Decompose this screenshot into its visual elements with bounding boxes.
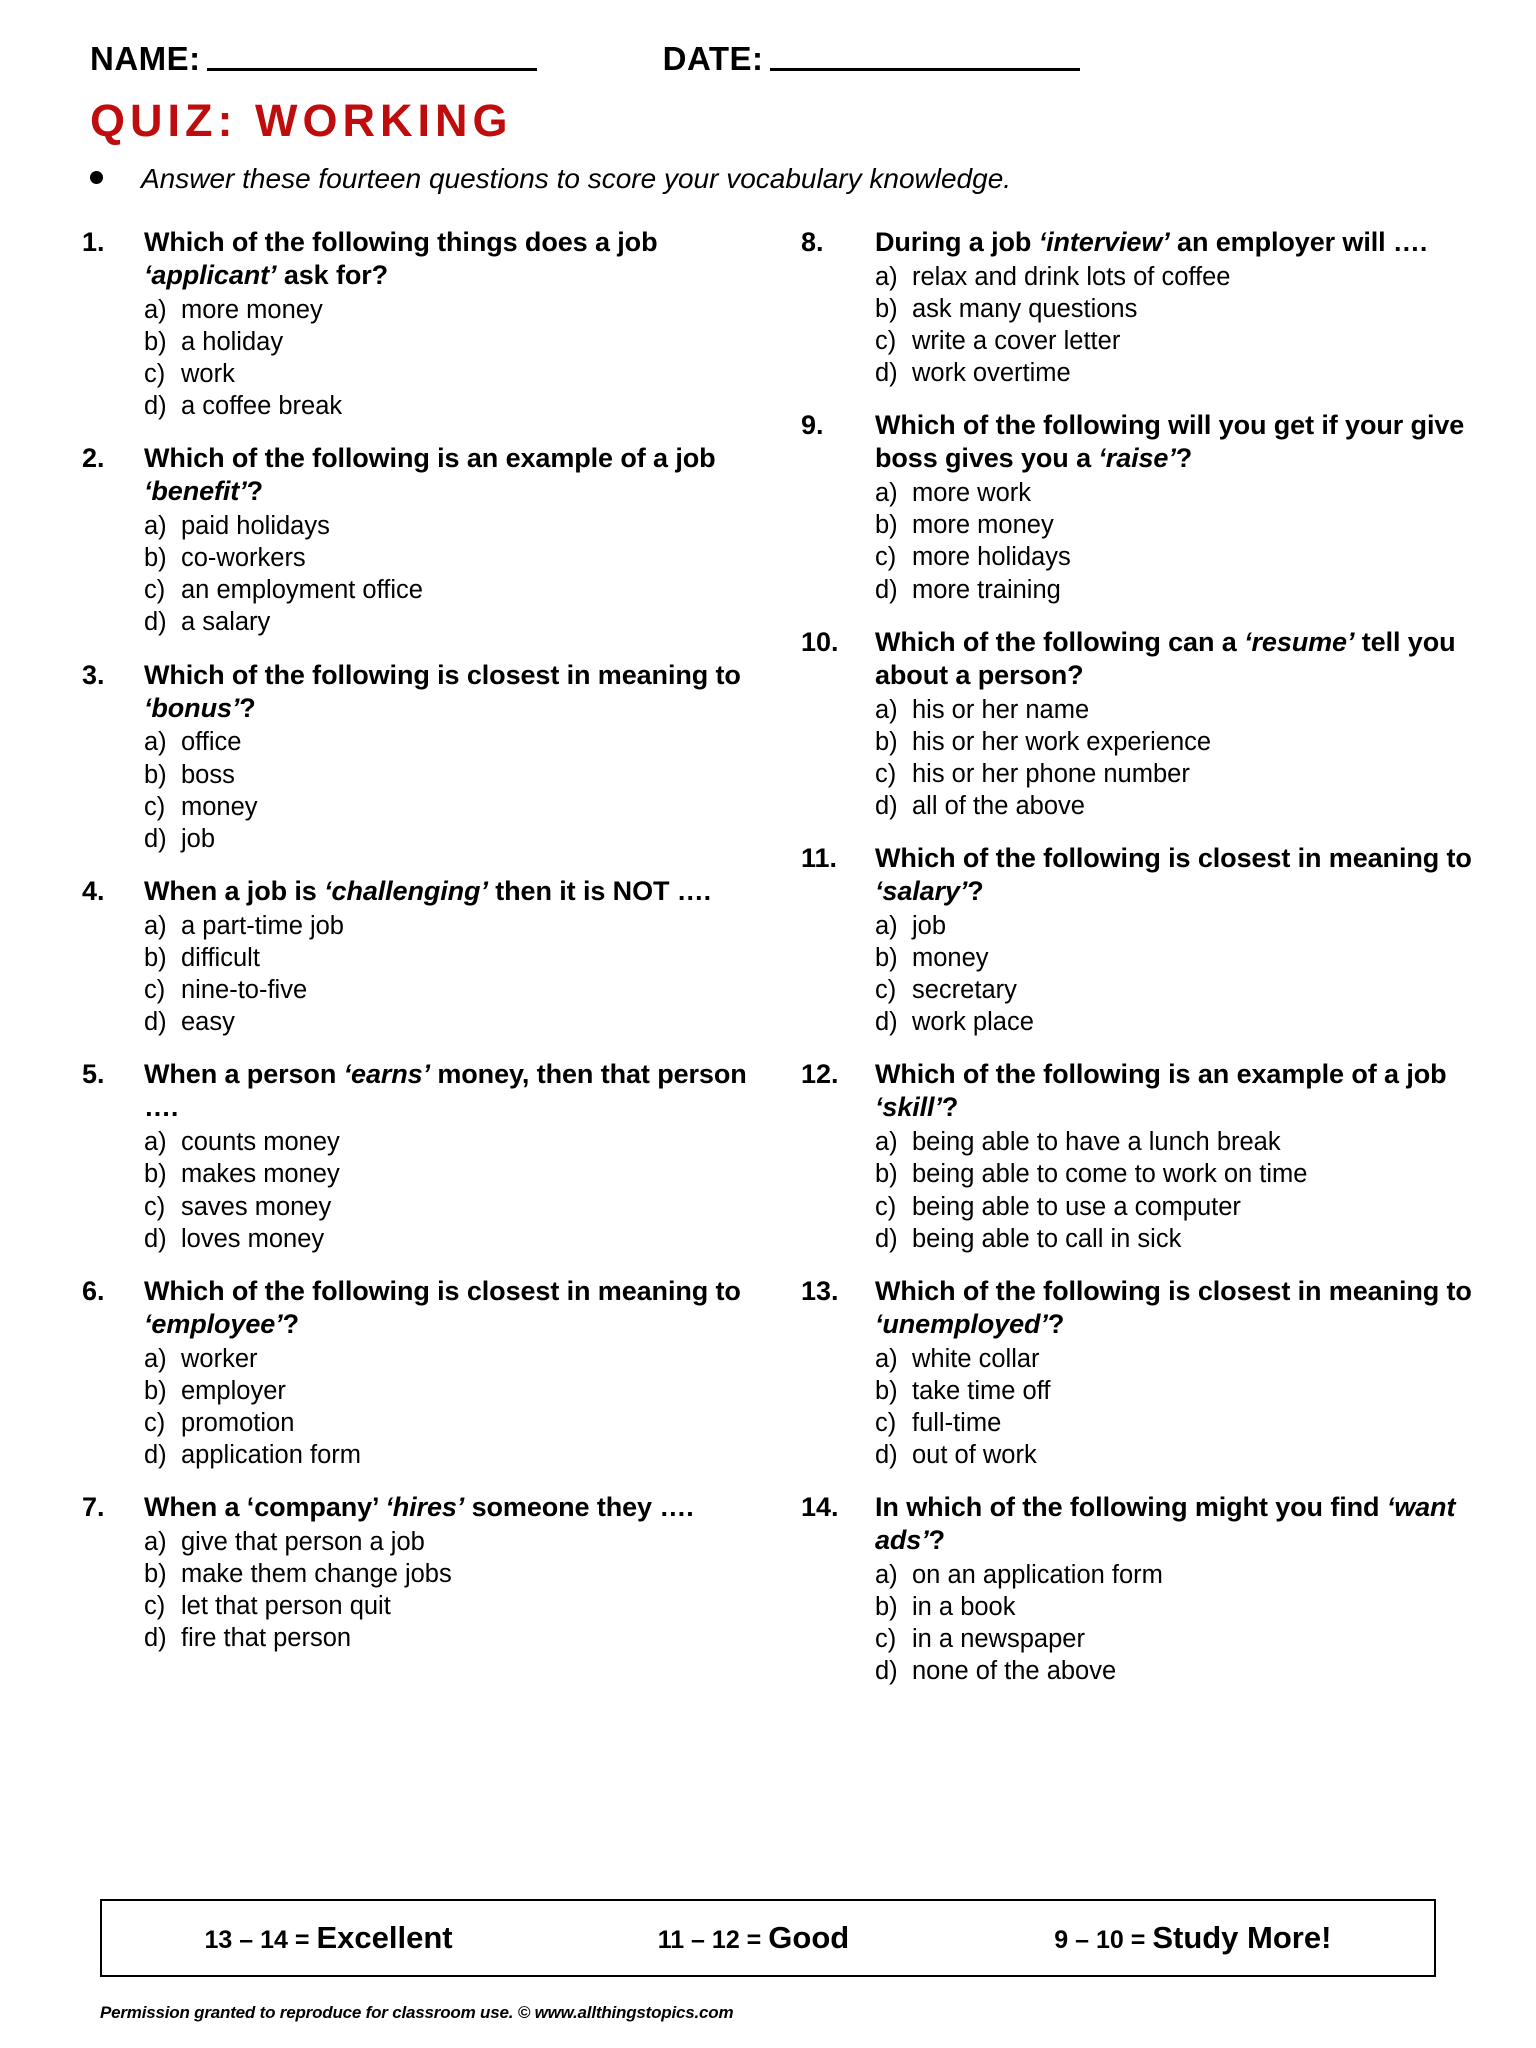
answer-option[interactable] [144, 1439, 779, 1471]
answer-options [144, 1343, 779, 1472]
option-letter: d) [144, 1624, 167, 1653]
answer-option[interactable] [875, 1623, 1476, 1655]
question-number: 13. [801, 1275, 839, 1306]
option-text: full-time [912, 1408, 1002, 1437]
bullet-icon [90, 171, 103, 184]
question-number: 6. [82, 1275, 105, 1306]
answer-option[interactable] [144, 1407, 779, 1439]
option-text: a part-time job [181, 911, 344, 940]
answer-option[interactable] [144, 1126, 779, 1158]
score-key-item [658, 1920, 850, 1956]
option-letter: a) [875, 1344, 898, 1373]
question-number: 14. [801, 1492, 839, 1523]
option-text: job [181, 824, 216, 853]
option-letter: c) [144, 576, 166, 605]
score-range: 11 – 12 = [657, 1926, 762, 1954]
option-letter: b) [144, 327, 167, 356]
option-letter: b) [144, 1160, 167, 1189]
page-title: QUIZ: WORKING [90, 95, 513, 146]
question-stem: When a ‘company’ ‘hires’ someone they …. [144, 1492, 694, 1523]
question-item [82, 875, 779, 1038]
questions-column-right [779, 226, 1476, 1708]
option-letter: b) [144, 760, 167, 789]
answer-options [875, 1559, 1476, 1688]
option-letter: a) [875, 695, 898, 724]
option-letter: d) [144, 392, 167, 421]
option-text: makes money [181, 1160, 340, 1189]
answer-option[interactable] [144, 390, 779, 422]
option-text: nine-to-five [181, 976, 308, 1005]
question-item [82, 1058, 779, 1254]
question-stem: Which of the following can a ‘resume’ tell you about a person? [875, 626, 1456, 690]
option-text: being able to use a computer [912, 1192, 1241, 1221]
option-letter: c) [875, 543, 897, 572]
answer-options [144, 726, 779, 855]
answer-option[interactable] [144, 1158, 779, 1190]
answer-option[interactable] [875, 325, 1476, 357]
option-text: secretary [912, 976, 1017, 1005]
option-text: all of the above [912, 791, 1085, 820]
footer-credit: Permission granted to reproduce for classroom use. © www.allthingstopics.com [100, 2003, 734, 2022]
score-key-box [100, 1899, 1436, 1977]
option-text: employer [181, 1376, 286, 1405]
option-letter: a) [144, 1528, 167, 1557]
answer-option[interactable] [875, 1126, 1476, 1158]
answer-options [144, 294, 779, 423]
question-body [144, 1058, 779, 1254]
question-item [801, 1275, 1476, 1471]
answer-option[interactable] [144, 510, 779, 542]
question-body [875, 1275, 1476, 1471]
option-letter: c) [144, 1408, 166, 1437]
option-text: a holiday [181, 327, 284, 356]
option-letter: d) [875, 359, 898, 388]
option-letter: b) [875, 944, 898, 973]
option-text: job [912, 911, 947, 940]
question-number: 3. [82, 659, 105, 690]
option-letter: b) [875, 1376, 898, 1405]
answer-option[interactable] [875, 974, 1476, 1006]
option-letter: a) [875, 911, 898, 940]
question-item [801, 626, 1476, 822]
score-key-item [1054, 1920, 1331, 1956]
option-text: fire that person [181, 1624, 352, 1653]
question-number: 8. [801, 226, 824, 257]
option-text: being able to have a lunch break [912, 1128, 1281, 1157]
score-range: 9 – 10 = [1054, 1926, 1146, 1954]
option-text: easy [181, 1008, 235, 1037]
answer-options [144, 1126, 779, 1255]
option-letter: c) [144, 792, 166, 821]
answer-option[interactable] [875, 1191, 1476, 1223]
answer-option[interactable] [144, 1343, 779, 1375]
answer-option[interactable] [875, 293, 1476, 325]
question-number: 11. [801, 843, 838, 874]
option-text: work overtime [912, 359, 1071, 388]
option-letter: c) [875, 759, 897, 788]
name-date-header [60, 0, 1476, 75]
answer-option[interactable] [875, 1006, 1476, 1038]
option-text: make them change jobs [181, 1560, 452, 1589]
option-letter: b) [875, 1160, 898, 1189]
questions-area [60, 226, 1476, 1708]
option-letter: c) [875, 976, 897, 1005]
answer-option[interactable] [875, 1655, 1476, 1687]
option-text: work [181, 359, 235, 388]
answer-option[interactable] [144, 910, 779, 942]
answer-option[interactable] [875, 942, 1476, 974]
question-number: 5. [82, 1059, 105, 1090]
question-item [82, 442, 779, 638]
option-text: work place [912, 1008, 1034, 1037]
answer-options [875, 1126, 1476, 1255]
date-write-line[interactable] [770, 68, 1080, 71]
answer-option[interactable] [144, 1223, 779, 1255]
question-body [144, 659, 779, 855]
option-text: out of work [912, 1441, 1037, 1470]
question-stem: Which of the following is closest in meaning to ‘employee’? [144, 1275, 741, 1339]
question-stem: Which of the following is closest in meaning to ‘bonus’? [144, 659, 741, 723]
answer-option[interactable] [875, 357, 1476, 389]
name-write-line[interactable] [207, 68, 537, 71]
answer-option[interactable] [875, 509, 1476, 541]
score-label: Excellent [316, 1920, 453, 1955]
option-text: in a newspaper [912, 1625, 1085, 1654]
option-text: more work [912, 479, 1032, 508]
question-stem: When a person ‘earns’ money, then that person …. [144, 1059, 747, 1123]
option-letter: d) [144, 1008, 167, 1037]
option-text: a salary [181, 608, 271, 637]
option-text: more money [181, 295, 323, 324]
question-number: 12. [801, 1059, 839, 1090]
option-letter: a) [144, 728, 167, 757]
option-text: ask many questions [912, 294, 1138, 323]
option-letter: d) [875, 1441, 898, 1470]
question-number: 10. [801, 626, 839, 657]
answer-option[interactable] [144, 574, 779, 606]
question-stem: During a job ‘interview’ an employer will …. [875, 226, 1428, 257]
answer-option[interactable] [144, 1558, 779, 1590]
answer-option[interactable] [875, 477, 1476, 509]
option-text: paid holidays [181, 512, 330, 541]
option-letter: d) [875, 791, 898, 820]
answer-option[interactable] [144, 974, 779, 1006]
answer-option[interactable] [144, 1191, 779, 1223]
question-body [144, 442, 779, 638]
answer-options [875, 261, 1476, 390]
answer-option[interactable] [144, 358, 779, 390]
option-text: co-workers [181, 544, 306, 573]
option-text: on an application form [912, 1561, 1163, 1590]
answer-option[interactable] [875, 1407, 1476, 1439]
question-item [801, 409, 1476, 605]
answer-option[interactable] [875, 1223, 1476, 1255]
option-letter: a) [144, 911, 167, 940]
answer-option[interactable] [144, 1622, 779, 1654]
option-text: counts money [181, 1128, 340, 1157]
option-letter: a) [875, 262, 898, 291]
question-body [875, 1491, 1476, 1687]
option-text: his or her work experience [912, 727, 1212, 756]
option-text: give that person a job [181, 1528, 425, 1557]
option-letter: d) [144, 608, 167, 637]
question-number: 4. [82, 875, 105, 906]
question-item [82, 1491, 779, 1654]
option-text: money [912, 944, 989, 973]
answer-option[interactable] [144, 726, 779, 758]
option-letter: d) [875, 575, 898, 604]
answer-option[interactable] [144, 1526, 779, 1558]
answer-option[interactable] [875, 910, 1476, 942]
question-stem: Which of the following is closest in meaning to ‘salary’? [875, 843, 1472, 906]
option-text: difficult [181, 944, 260, 973]
question-number: 2. [82, 443, 105, 474]
answer-options [875, 910, 1476, 1039]
answer-option[interactable] [875, 694, 1476, 726]
questions-column-left [82, 226, 779, 1708]
option-text: boss [181, 760, 235, 789]
option-letter: b) [875, 511, 898, 540]
answer-option[interactable] [144, 823, 779, 855]
score-label: Study More! [1152, 1920, 1332, 1955]
answer-option[interactable] [144, 1375, 779, 1407]
option-letter: c) [875, 1625, 897, 1654]
option-letter: d) [144, 1441, 167, 1470]
option-text: saves money [181, 1192, 332, 1221]
question-number: 9. [801, 410, 824, 441]
question-stem: Which of the following is closest in meaning to ‘unemployed’? [875, 1275, 1472, 1339]
answer-options [875, 694, 1476, 823]
option-letter: b) [875, 727, 898, 756]
answer-options [144, 1526, 779, 1655]
question-body [875, 1058, 1476, 1254]
answer-option[interactable] [144, 1590, 779, 1622]
option-letter: a) [875, 1128, 898, 1157]
question-item [82, 659, 779, 855]
option-text: relax and drink lots of coffee [912, 262, 1231, 291]
option-letter: b) [144, 1376, 167, 1405]
date-label: DATE: [662, 40, 764, 77]
question-body [144, 1491, 779, 1654]
option-text: none of the above [912, 1657, 1117, 1686]
question-body [875, 226, 1476, 389]
answer-option[interactable] [875, 541, 1476, 573]
answer-option[interactable] [875, 758, 1476, 790]
question-stem: Which of the following will you get if your give boss gives you a ‘raise’? [875, 410, 1465, 474]
option-letter: b) [144, 944, 167, 973]
score-label: Good [768, 1920, 850, 1955]
option-text: being able to call in sick [912, 1224, 1182, 1253]
option-letter: a) [144, 1344, 167, 1373]
option-text: a coffee break [181, 392, 343, 421]
option-letter: c) [144, 1192, 166, 1221]
answer-option[interactable] [875, 1375, 1476, 1407]
option-text: more holidays [912, 543, 1071, 572]
date-block [663, 42, 1080, 75]
instruction-text: Answer these fourteen questions to score your vocabulary knowledge. [141, 163, 1012, 195]
answer-options [144, 510, 779, 639]
question-stem: When a job is ‘challenging’ then it is NOT …. [144, 875, 712, 906]
option-letter: d) [875, 1224, 898, 1253]
name-label: NAME: [90, 40, 201, 77]
answer-option[interactable] [875, 1158, 1476, 1190]
option-text: more money [912, 511, 1054, 540]
answer-option[interactable] [875, 1591, 1476, 1623]
answer-option[interactable] [875, 574, 1476, 606]
question-item [801, 1491, 1476, 1687]
option-letter: a) [875, 1561, 898, 1590]
option-letter: d) [875, 1008, 898, 1037]
answer-option[interactable] [144, 791, 779, 823]
answer-option[interactable] [144, 942, 779, 974]
question-item [82, 226, 779, 422]
option-text: write a cover letter [912, 327, 1121, 356]
option-letter: c) [144, 976, 166, 1005]
option-text: white collar [912, 1344, 1040, 1373]
answer-options [875, 477, 1476, 606]
option-text: an employment office [181, 576, 423, 605]
answer-options [875, 1343, 1476, 1472]
option-letter: a) [144, 295, 167, 324]
option-text: more training [912, 575, 1061, 604]
option-text: promotion [181, 1408, 295, 1437]
option-letter: a) [144, 1128, 167, 1157]
option-text: loves money [181, 1224, 325, 1253]
option-text: being able to come to work on time [912, 1160, 1308, 1189]
answer-options [144, 910, 779, 1039]
name-block [90, 42, 537, 75]
option-letter: b) [875, 1593, 898, 1622]
question-item [82, 1275, 779, 1471]
answer-option[interactable] [144, 326, 779, 358]
option-text: in a book [912, 1593, 1016, 1622]
question-stem: Which of the following things does a job ‘applicant’ ask for? [144, 226, 658, 290]
answer-option[interactable] [144, 606, 779, 638]
question-body [875, 842, 1476, 1038]
answer-option[interactable] [875, 726, 1476, 758]
option-letter: d) [144, 1224, 167, 1253]
option-letter: c) [144, 1592, 166, 1621]
question-number: 7. [82, 1492, 105, 1523]
option-text: office [181, 728, 242, 757]
answer-option[interactable] [144, 1006, 779, 1038]
option-letter: a) [875, 479, 898, 508]
option-text: application form [181, 1441, 362, 1470]
answer-option[interactable] [875, 1439, 1476, 1471]
question-body [144, 226, 779, 422]
option-text: let that person quit [181, 1592, 391, 1621]
question-stem: Which of the following is an example of a job ‘benefit’? [144, 443, 716, 507]
option-letter: b) [875, 294, 898, 323]
option-letter: b) [144, 544, 167, 573]
answer-option[interactable] [144, 294, 779, 326]
answer-option[interactable] [144, 542, 779, 574]
question-body [144, 1275, 779, 1471]
question-item [801, 226, 1476, 389]
question-item [801, 1058, 1476, 1254]
question-body [875, 409, 1476, 605]
option-text: take time off [912, 1376, 1051, 1405]
option-text: money [181, 792, 258, 821]
score-range: 13 – 14 = [204, 1926, 310, 1954]
question-number: 1. [82, 226, 105, 257]
option-letter: b) [144, 1560, 167, 1589]
option-letter: c) [875, 1192, 897, 1221]
question-stem: Which of the following is an example of a job ‘skill’? [875, 1059, 1447, 1123]
answer-option[interactable] [875, 1559, 1476, 1591]
answer-option[interactable] [875, 790, 1476, 822]
question-body [875, 626, 1476, 822]
question-body [144, 875, 779, 1038]
answer-option[interactable] [144, 759, 779, 791]
option-letter: d) [144, 824, 167, 853]
question-item [801, 842, 1476, 1038]
option-letter: c) [144, 359, 166, 388]
option-letter: c) [875, 1408, 897, 1437]
question-stem: In which of the following might you find ‘want ads’? [875, 1492, 1456, 1556]
option-text: worker [181, 1344, 258, 1373]
option-text: his or her name [912, 695, 1090, 724]
option-text: his or her phone number [912, 759, 1190, 788]
option-letter: a) [144, 512, 167, 541]
option-letter: c) [875, 327, 897, 356]
score-key-item [205, 1920, 453, 1956]
option-letter: d) [875, 1657, 898, 1686]
answer-option[interactable] [875, 261, 1476, 293]
instruction-row [90, 162, 1476, 196]
answer-option[interactable] [875, 1343, 1476, 1375]
